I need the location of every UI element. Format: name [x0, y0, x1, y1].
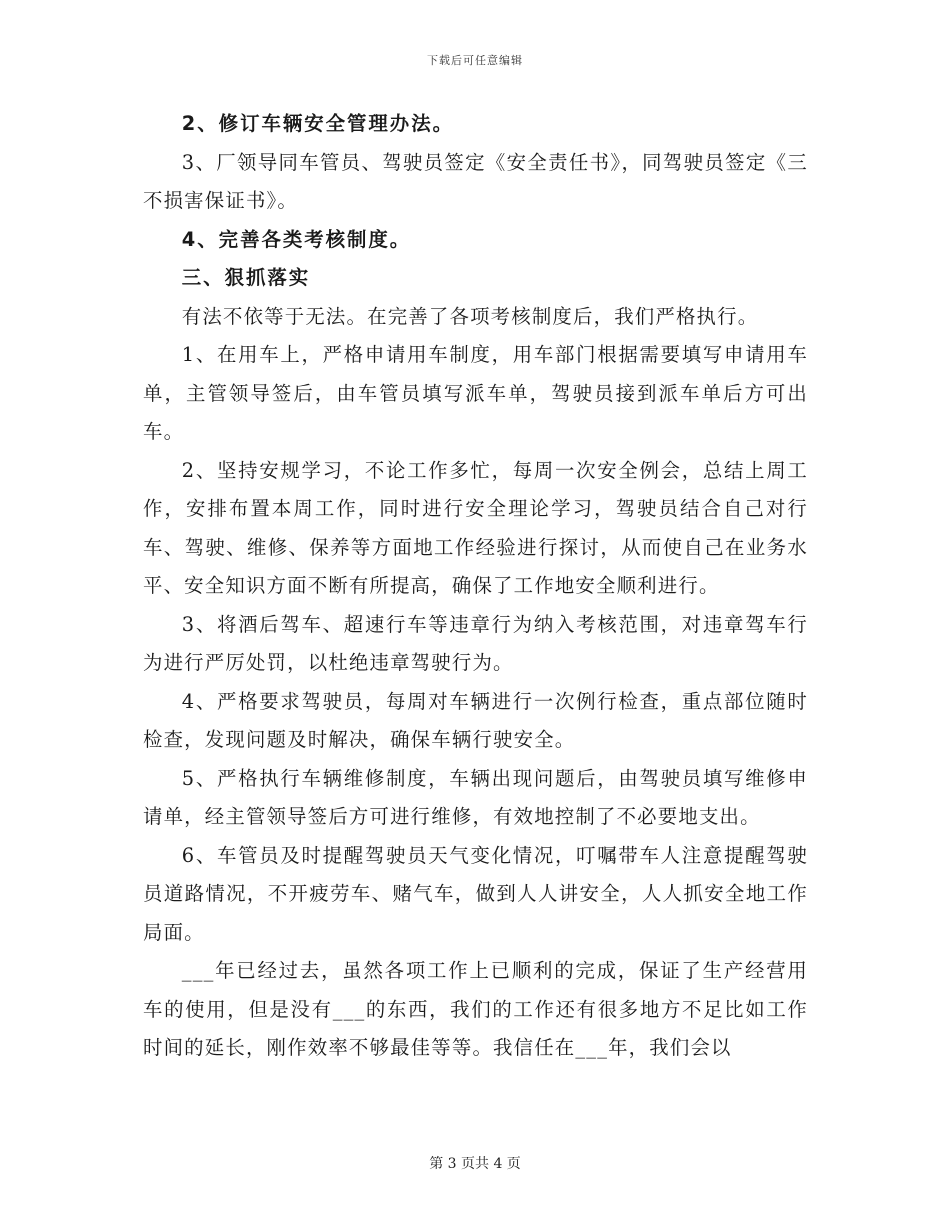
paragraph-responsibility-letters: 3、厂领导同车管员、驾驶员签定《安全责任书》，同驾驶员签定《三不损害保证书》。: [143, 150, 808, 212]
paragraph-violations: 3、将酒后驾车、超速行车等违章行为纳入考核范围，对违章驾车行为进行严厉处罚，以杜绝违章驾驶行为。: [143, 612, 808, 674]
paragraph-maintenance: 5、严格执行车辆维修制度，车辆出现问题后，由驾驶员填写维修申请单，经主管领导签后方可进行维修，有效地控制了不必要地支出。: [143, 766, 808, 828]
paragraph-year-summary: ___年已经过去，虽然各项工作上已顺利的完成，保证了生产经营用车的使用，但是没有___的东西，我们的工作还有很多地方不足比如工作时间的延长，刚作效率不够最佳等等。我信任在___年，我们会以: [143, 959, 808, 1059]
page-header: 下载后可任意编辑: [427, 54, 523, 67]
paragraph-strict-execution: 有法不依等于无法。在完善了各项考核制度后，我们严格执行。: [181, 304, 759, 328]
paragraph-revise-vehicle-rules: 2、修订车辆安全管理办法。: [181, 112, 454, 135]
page-footer: 第 3 页共 4 页: [429, 1156, 521, 1172]
paragraph-reminders: 6、车管员及时提醒驾驶员天气变化情况，叮嘱带车人注意提醒驾驶员道路情况，不开疲劳车、赌气车，做到人人讲安全，人人抓安全地工作局面。: [143, 843, 808, 944]
paragraph-improve-assessment: 4、完善各类考核制度。: [181, 227, 412, 251]
paragraph-vehicle-use: 1、在用车上，严格申请用车制度，用车部门根据需要填写申请用车单，主管领导签后，由车管员填写派车单，驾驶员接到派车单后方可出车。: [143, 343, 808, 443]
document-body: [143, 105, 808, 1068]
section-heading-implementation: 三、狠抓落实: [181, 266, 311, 289]
paragraph-vehicle-inspection: 4、严格要求驾驶员，每周对车辆进行一次例行检查，重点部位随时检查，发现问题及时解决，确保车辆行驶安全。: [143, 689, 808, 751]
paragraph-safety-study: 2、坚持安规学习，不论工作多忙，每周一次安全例会，总结上周工作，安排布置本周工作，同时进行安全理论学习，驾驶员结合自己对行车、驾驶、维修、保养等方面地工作经验进行探讨，从而使自己在业务水平、安全知识方面不断有所提高，确保了工作地安全顺利进行。: [143, 458, 808, 597]
